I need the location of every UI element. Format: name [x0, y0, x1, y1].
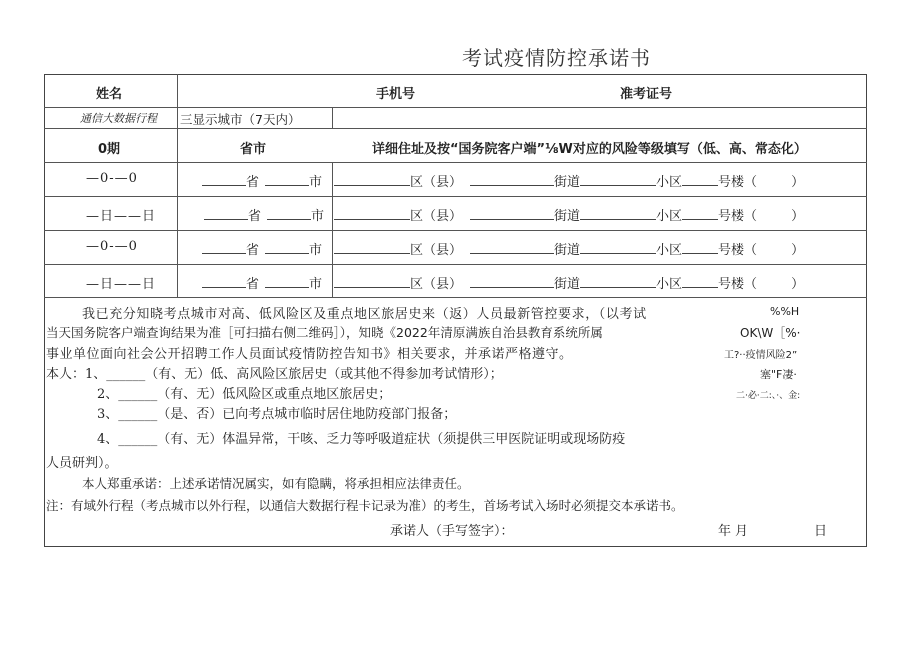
province-blank[interactable]: [204, 207, 248, 220]
street-blank[interactable]: [470, 241, 554, 254]
bracket-close: ）: [791, 209, 805, 224]
year-month-label: 年月: [718, 524, 753, 539]
community-label: 小区: [656, 175, 683, 190]
phone-label: 手机号: [376, 87, 416, 102]
community-blank[interactable]: [580, 275, 656, 288]
statement-line-3: 事业单位面向社会公开招聘工作人员面试疫情防控告知书》相关要求，并承诺严格遵守。: [46, 347, 573, 362]
commitment-item-4-cont: 人员研判）。: [46, 456, 118, 471]
commitment-item-2: 2、______（有、无）低风险区或重点地区旅居史；: [97, 387, 392, 402]
pledge-statement: 本人郑重承诺：上述承诺情况属实，如有隐瞒，将承担相应法律责任。: [82, 476, 470, 491]
col-divider: [177, 74, 178, 297]
bracket-close: ）: [791, 277, 805, 292]
commitment-item-4: 4、______（有、无）体温异常，干咳、乏力等呼吸道症状（须提供三甲医院证明或现场防疫: [97, 432, 626, 447]
row-divider: [44, 297, 867, 298]
street-blank[interactable]: [470, 275, 554, 288]
row-divider: [44, 264, 867, 265]
street-label: 街道: [554, 243, 581, 258]
district-label: 区（县）: [410, 209, 463, 224]
day-label: 日: [814, 524, 828, 539]
district-label: 区（县）: [410, 175, 463, 190]
building-label: 号楼（: [718, 209, 758, 224]
row-date: —0-—0: [86, 239, 138, 254]
signer-label: 承诺人（手写签字）：: [390, 524, 514, 539]
city-label: 市: [309, 277, 323, 292]
name-label: 姓名: [96, 87, 123, 102]
bracket-close: ）: [791, 175, 805, 190]
district-blank[interactable]: [334, 275, 410, 288]
street-label: 街道: [554, 175, 581, 190]
commitment-item-3: 3、______（是、否）已向考点城市临时居住地防疫部门报备；: [97, 407, 457, 422]
community-blank[interactable]: [580, 173, 656, 186]
building-blank[interactable]: [682, 275, 718, 288]
row-divider: [44, 230, 867, 231]
city-label: 市: [309, 175, 323, 190]
itinerary-label: 通信大数据行程: [80, 112, 157, 125]
province-blank[interactable]: [202, 173, 246, 186]
page-title: 考试疫情防控承诺书: [462, 46, 651, 70]
col-divider: [332, 162, 333, 297]
qr-text-b: OK\W［%·: [740, 326, 801, 340]
community-label: 小区: [656, 277, 683, 292]
commitment-item-1: 本人：1、______（有、无）低、高风险区旅居史（或其他不得参加考试情形）；: [46, 367, 503, 382]
province-label: 省: [246, 243, 260, 258]
qr-text-a: %%H: [770, 305, 800, 318]
community-label: 小区: [656, 243, 683, 258]
building-label: 号楼（: [718, 175, 758, 190]
district-blank[interactable]: [334, 241, 410, 254]
province-blank[interactable]: [202, 275, 246, 288]
district-label: 区（县）: [410, 243, 463, 258]
city-column-header: 省市: [240, 142, 267, 157]
qr-text-c: 工?··疫情风险2”: [724, 350, 798, 361]
street-label: 街道: [554, 277, 581, 292]
district-blank[interactable]: [334, 207, 410, 220]
building-label: 号楼（: [718, 277, 758, 292]
bracket-close: ）: [791, 243, 805, 258]
province-label: 省: [246, 277, 260, 292]
row-divider: [44, 128, 867, 129]
city-blank[interactable]: [267, 207, 311, 220]
row-date: —日——日: [86, 209, 157, 224]
city-label: 市: [309, 243, 323, 258]
ticket-number-label: 准考证号: [620, 87, 673, 102]
detail-column-header: 详细住址及按“国务院客户端”⅛W对应的风险等级填写（低、高、常态化）: [372, 142, 807, 157]
community-blank[interactable]: [580, 207, 656, 220]
city-label: 市: [311, 209, 325, 224]
building-label: 号楼（: [718, 243, 758, 258]
province-blank[interactable]: [202, 241, 246, 254]
statement-line-2: 当天国务院客户端查询结果为准［可扫描右侧二维码］），知晓《2022年清原满族自治县教育系统所属: [46, 325, 603, 340]
note-text: 注：有域外行程（考点城市以外行程，以通信大数据行程卡记录为准）的考生，首场考试入场时必须提交本承诺书。: [46, 498, 684, 513]
street-blank[interactable]: [470, 207, 554, 220]
street-blank[interactable]: [470, 173, 554, 186]
building-blank[interactable]: [682, 207, 718, 220]
community-blank[interactable]: [580, 241, 656, 254]
itinerary-value: 三显示城市（7天内）: [180, 112, 301, 127]
city-blank[interactable]: [265, 241, 309, 254]
building-blank[interactable]: [682, 173, 718, 186]
row-divider: [44, 162, 867, 163]
qr-text-e: 二·必·二:、·、金:: [736, 391, 801, 401]
statement-line-1: 我已充分知晓考点城市对高、低风险区及重点地区旅居史来（返）人员最新管控要求，（以考试: [82, 307, 647, 322]
row-date: —日——日: [86, 277, 157, 292]
qr-text-d: 塞"F凄·: [760, 368, 797, 381]
city-blank[interactable]: [265, 275, 309, 288]
district-label: 区（县）: [410, 277, 463, 292]
city-blank[interactable]: [265, 173, 309, 186]
row-date: —0-—0: [86, 171, 138, 186]
district-blank[interactable]: [334, 173, 410, 186]
street-label: 街道: [554, 209, 581, 224]
building-blank[interactable]: [682, 241, 718, 254]
col-divider: [332, 107, 333, 128]
date-column-header: 0期: [98, 142, 121, 157]
row-divider: [44, 196, 867, 197]
row-divider: [44, 107, 867, 108]
province-label: 省: [248, 209, 262, 224]
province-label: 省: [246, 175, 260, 190]
community-label: 小区: [656, 209, 683, 224]
